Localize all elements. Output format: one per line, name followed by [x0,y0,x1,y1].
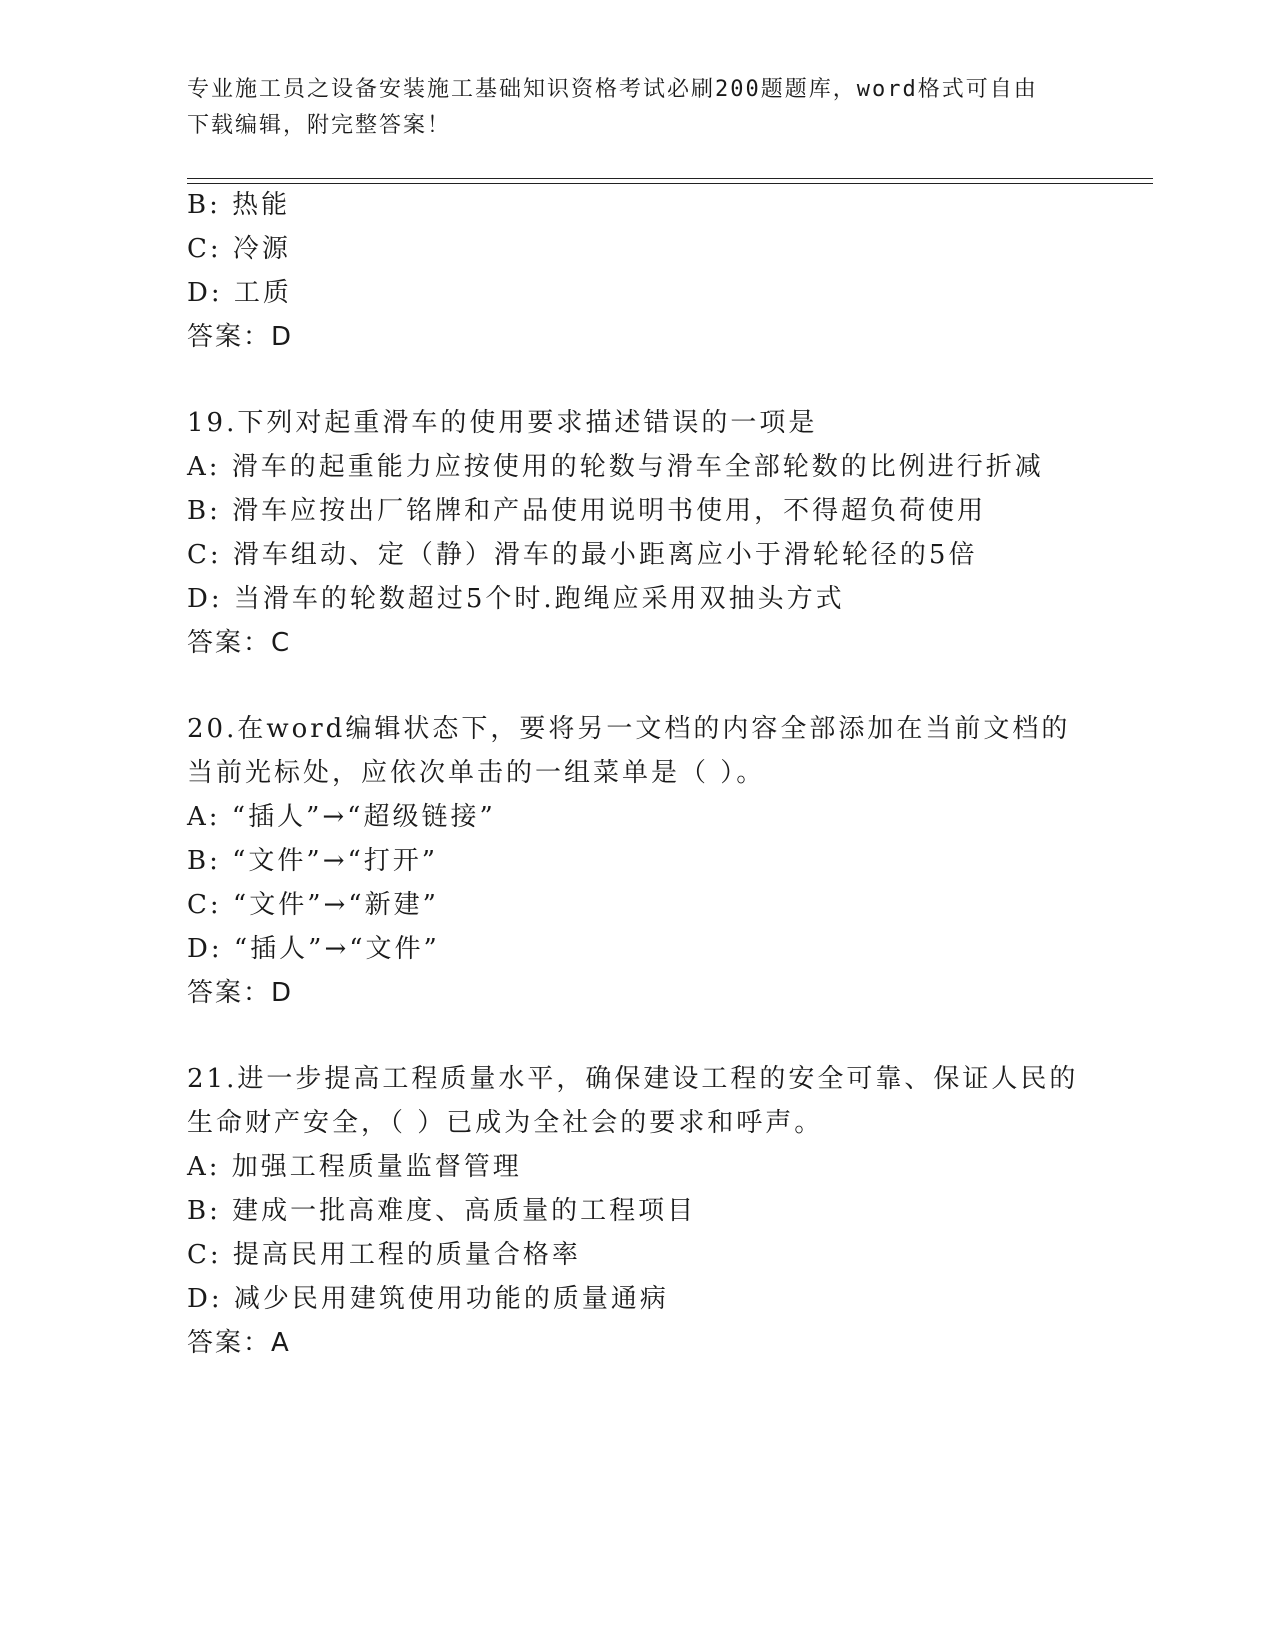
q19-stem: 19.下列对起重滑车的使用要求描述错误的一项是 [187,408,818,438]
document-header [187,72,1087,144]
q19-option-a: A: 滑车的起重能力应按使用的轮数与滑车全部轮数的比例进行折减 [187,452,1044,482]
q21-option-c: C: 提高民用工程的质量合格率 [187,1240,581,1270]
q21-option-a: A: 加强工程质量监督管理 [187,1152,522,1182]
q20-option-b: B: “文件”→“打开” [187,846,439,876]
q21-stem-line-1: 21.进一步提高工程质量水平，确保建设工程的安全可靠、保证人民的 [187,1064,1079,1094]
q19-answer: 答案：C [187,628,292,658]
q21-stem-line-2: 生命财产安全，（ ）已成为全社会的要求和呼声。 [187,1108,824,1138]
q20-stem-line-2: 当前光标处，应依次单击的一组菜单是（ ）。 [187,758,766,788]
q19-option-c: C: 滑车组动、定（静）滑车的最小距离应小于滑轮轮径的5倍 [187,540,978,570]
q21-option-b: B: 建成一批高难度、高质量的工程项目 [187,1196,697,1226]
header-line-1: 专业施工员之设备安装施工基础知识资格考试必刷200题题库，word格式可自由 [187,77,1038,102]
header-line-2: 下载编辑，附完整答案！ [187,113,452,138]
prev-answer: 答案：D [187,322,294,352]
q19-option-b: B: 滑车应按出厂铭牌和产品使用说明书使用，不得超负荷使用 [187,496,987,526]
q20-option-d: D: “插人”→“文件” [187,934,440,964]
q20-answer: 答案：D [187,978,294,1008]
prev-option-b: B: 热能 [187,190,291,220]
header-divider-top [187,178,1153,179]
q20-option-c: C: “文件”→“新建” [187,890,439,920]
prev-option-d: D: 工质 [187,278,292,308]
q19-option-d: D: 当滑车的轮数超过5个时.跑绳应采用双抽头方式 [187,584,845,614]
prev-option-c: C: 冷源 [187,234,291,264]
q20-stem-line-1: 20.在word编辑状态下，要将另一文档的内容全部添加在当前文档的 [187,714,1071,744]
q21-option-d: D: 减少民用建筑使用功能的质量通病 [187,1284,669,1314]
header-divider-bottom [187,183,1153,184]
q21-answer: 答案：A [187,1328,291,1358]
q20-option-a: A: “插人”→“超级链接” [187,802,496,832]
